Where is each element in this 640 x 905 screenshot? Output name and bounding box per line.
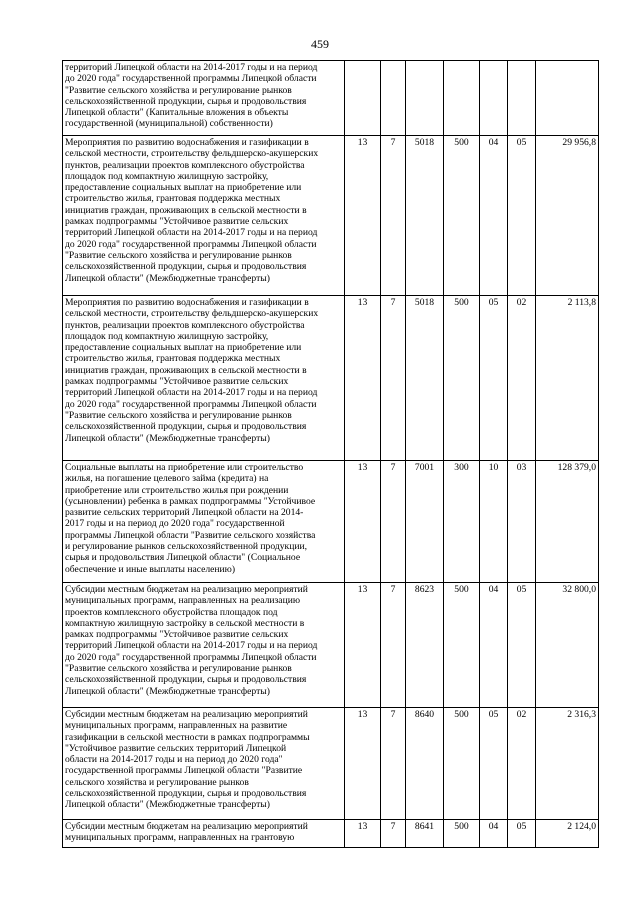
table-row — [63, 461, 599, 583]
code-administrator-cell: 13 — [345, 708, 381, 820]
description-line: муниципальных программ, направленных на развитие — [65, 720, 288, 732]
code-program-cell: 7 — [381, 820, 406, 848]
description-line: территорий Липецкой области на 2014-2017 годы и на период — [65, 640, 318, 652]
code-expense-type-cell: 500 — [444, 583, 480, 708]
description-line: Мероприятия по развитию водоснабжения и газификации в — [65, 137, 309, 148]
code-section-cell: 04 — [480, 820, 508, 848]
description-line: "Развитие сельского хозяйства и регулирование рынков — [65, 249, 292, 261]
code-subsection-cell: 02 — [508, 296, 536, 461]
description-line: "Устойчивое развитие сельских территорий Липецкой — [65, 742, 287, 754]
code-administrator-cell: 13 — [345, 296, 381, 461]
code-subsection-cell: 03 — [508, 461, 536, 583]
code-subsection-cell: 05 — [508, 583, 536, 708]
description-line: жилья, на погашение целевого займа (кредита) на — [65, 473, 269, 485]
row-description — [63, 461, 345, 583]
description-line: сельского хозяйства и регулирование рынков — [65, 776, 249, 788]
description-line: Социальные выплаты на приобретение или строительство — [65, 462, 304, 473]
code-program-cell — [381, 61, 406, 136]
description-line: территорий Липецкой области на 2014-2017 годы и на период — [65, 387, 318, 399]
description-line: области на 2014-2017 годы и на период до 2020 года" — [65, 754, 283, 766]
table-row — [63, 583, 599, 708]
row-description — [63, 583, 345, 708]
description-line: приобретение или строительство жилья при рождении — [65, 484, 289, 496]
description-line: пунктов, реализации проектов комплексного обустройства — [65, 319, 305, 331]
code-subsection-cell: 05 — [508, 136, 536, 296]
code-target-article-cell: 7001 — [406, 461, 444, 583]
description-line: 2017 годы и на период до 2020 года" государственной — [65, 518, 285, 530]
table-row — [63, 708, 599, 820]
code-administrator-cell: 13 — [345, 583, 381, 708]
description-line: развитие сельских территорий Липецкой области на 2014- — [65, 507, 304, 519]
code-administrator-cell: 13 — [345, 461, 381, 583]
code-administrator-cell: 13 — [345, 820, 381, 848]
code-section-cell: 10 — [480, 461, 508, 583]
description-line: Липецкой области" (Межбюджетные трансферты) — [65, 272, 270, 284]
description-line: сельскохозяйственной продукции, сырья и продовольствия — [65, 95, 307, 107]
description-line: и регулирование рынков сельскохозяйственной продукции, — [65, 541, 307, 553]
description-line: территорий Липецкой области на 2014-2017 годы и на период — [65, 62, 318, 73]
description-line: "Развитие сельского хозяйства и регулирование рынков — [65, 409, 292, 421]
amount-cell: 29 956,8 — [536, 136, 599, 296]
description-line: до 2020 года" государственной программы Липецкой области — [65, 398, 317, 410]
description-line: Липецкой области" (Капитальные вложения в объекты — [65, 107, 289, 119]
description-line: территорий Липецкой области на 2014-2017 годы и на период — [65, 227, 318, 239]
row-description — [63, 61, 345, 136]
amount-cell: 128 379,0 — [536, 461, 599, 583]
code-expense-type-cell: 500 — [444, 820, 480, 848]
description-line: сельскохозяйственной продукции, сырья и продовольствия — [65, 788, 307, 800]
code-administrator-cell: 13 — [345, 136, 381, 296]
row-description — [63, 296, 345, 461]
description-line: проектов комплексного обустройства площадок под — [65, 606, 278, 618]
description-line: "Развитие сельского хозяйства и регулирование рынков — [65, 663, 292, 675]
description-line: сельской местности, строительству фельдшерско-акушерских — [65, 308, 319, 320]
description-line: предоставление социальных выплат на приобретение или — [65, 182, 302, 194]
amount-cell: 32 800,0 — [536, 583, 599, 708]
description-line: Субсидии местным бюджетам на реализацию мероприятий — [65, 584, 308, 595]
description-line: сырья и продовольствия Липецкой области" (Социальное — [65, 552, 301, 564]
description-line: рамках подпрограммы "Устойчивое развитие сельских — [65, 629, 289, 641]
table-row — [63, 61, 599, 136]
code-target-article-cell — [406, 61, 444, 136]
description-line: муниципальных программ, направленных на грантовую — [65, 832, 295, 844]
description-line: до 2020 года" государственной программы Липецкой области — [65, 238, 317, 250]
description-line: газификации в сельской местности в рамках подпрограммы — [65, 731, 310, 743]
code-target-article-cell: 5018 — [406, 296, 444, 461]
code-program-cell: 7 — [381, 296, 406, 461]
description-line: строительство жилья, грантовая поддержка местных — [65, 353, 281, 365]
description-line: рамках подпрограммы "Устойчивое развитие сельских — [65, 216, 289, 228]
description-line: "Развитие сельского хозяйства и регулирование рынков — [65, 84, 292, 96]
code-administrator-cell — [345, 61, 381, 136]
description-line: до 2020 года" государственной программы Липецкой области — [65, 651, 317, 663]
code-subsection-cell: 02 — [508, 708, 536, 820]
description-line: сельскохозяйственной продукции, сырья и продовольствия — [65, 674, 307, 686]
amount-cell: 2 124,0 — [536, 820, 599, 848]
code-section-cell: 04 — [480, 136, 508, 296]
code-subsection-cell: 05 — [508, 820, 536, 848]
code-subsection-cell — [508, 61, 536, 136]
description-line: Мероприятия по развитию водоснабжения и газификации в — [65, 297, 309, 308]
description-line: программы Липецкой области "Развитие сельского хозяйства — [65, 529, 316, 541]
description-line: муниципальных программ, направленных на реализацию — [65, 595, 301, 607]
code-program-cell: 7 — [381, 583, 406, 708]
amount-cell — [536, 61, 599, 136]
description-line: предоставление социальных выплат на приобретение или — [65, 342, 302, 354]
description-line: до 2020 года" государственной программы Липецкой области — [65, 73, 317, 85]
description-line: Субсидии местным бюджетам на реализацию мероприятий — [65, 821, 308, 832]
description-line: Субсидии местным бюджетам на реализацию мероприятий — [65, 709, 308, 720]
description-line: сельскохозяйственной продукции, сырья и продовольствия — [65, 421, 307, 433]
code-section-cell: 05 — [480, 296, 508, 461]
code-expense-type-cell: 500 — [444, 296, 480, 461]
description-line: Липецкой области" (Межбюджетные трансферты) — [65, 685, 270, 697]
description-line: строительство жилья, грантовая поддержка местных — [65, 193, 281, 205]
code-expense-type-cell: 300 — [444, 461, 480, 583]
page-number: 459 — [311, 37, 329, 51]
code-expense-type-cell: 500 — [444, 136, 480, 296]
table-row — [63, 296, 599, 461]
description-line: сельской местности, строительству фельдшерско-акушерских — [65, 148, 319, 160]
code-program-cell: 7 — [381, 461, 406, 583]
description-line: инициатив граждан, проживающих в сельской местности в — [65, 204, 307, 216]
table-row — [63, 136, 599, 296]
code-section-cell: 04 — [480, 583, 508, 708]
description-line: Липецкой области" (Межбюджетные трансферты) — [65, 799, 270, 811]
code-program-cell: 7 — [381, 136, 406, 296]
code-expense-type-cell: 500 — [444, 708, 480, 820]
code-target-article-cell: 8641 — [406, 820, 444, 848]
code-section-cell — [480, 61, 508, 136]
row-description — [63, 708, 345, 820]
table-body — [63, 61, 599, 848]
row-description — [63, 136, 345, 296]
description-line: компактную жилищную застройку в сельской местности в — [65, 617, 305, 629]
description-line: обеспечение и иные выплаты населению) — [65, 563, 236, 575]
description-line: пунктов, реализации проектов комплексного обустройства — [65, 159, 305, 171]
description-line: площадок под компактную жилищную застройку, — [65, 330, 269, 342]
description-line: инициатив граждан, проживающих в сельской местности в — [65, 364, 307, 376]
description-line: сельскохозяйственной продукции, сырья и продовольствия — [65, 261, 307, 273]
code-target-article-cell: 5018 — [406, 136, 444, 296]
code-section-cell: 05 — [480, 708, 508, 820]
budget-table — [62, 60, 599, 848]
description-line: государственной (муниципальной) собственности) — [65, 118, 273, 130]
description-line: рамках подпрограммы "Устойчивое развитие сельских — [65, 376, 289, 388]
code-expense-type-cell — [444, 61, 480, 136]
amount-cell: 2 113,8 — [536, 296, 599, 461]
row-description — [63, 820, 345, 848]
description-line: площадок под компактную жилищную застройку, — [65, 170, 269, 182]
code-program-cell: 7 — [381, 708, 406, 820]
code-target-article-cell: 8640 — [406, 708, 444, 820]
amount-cell: 2 316,3 — [536, 708, 599, 820]
description-line: (усыновлении) ребенка в рамках подпрограммы "Устойчивое — [65, 495, 316, 507]
description-line: Липецкой области" (Межбюджетные трансферты) — [65, 432, 270, 444]
description-line: государственной программы Липецкой области "Развитие — [65, 765, 303, 777]
code-target-article-cell: 8623 — [406, 583, 444, 708]
table-row — [63, 820, 599, 848]
